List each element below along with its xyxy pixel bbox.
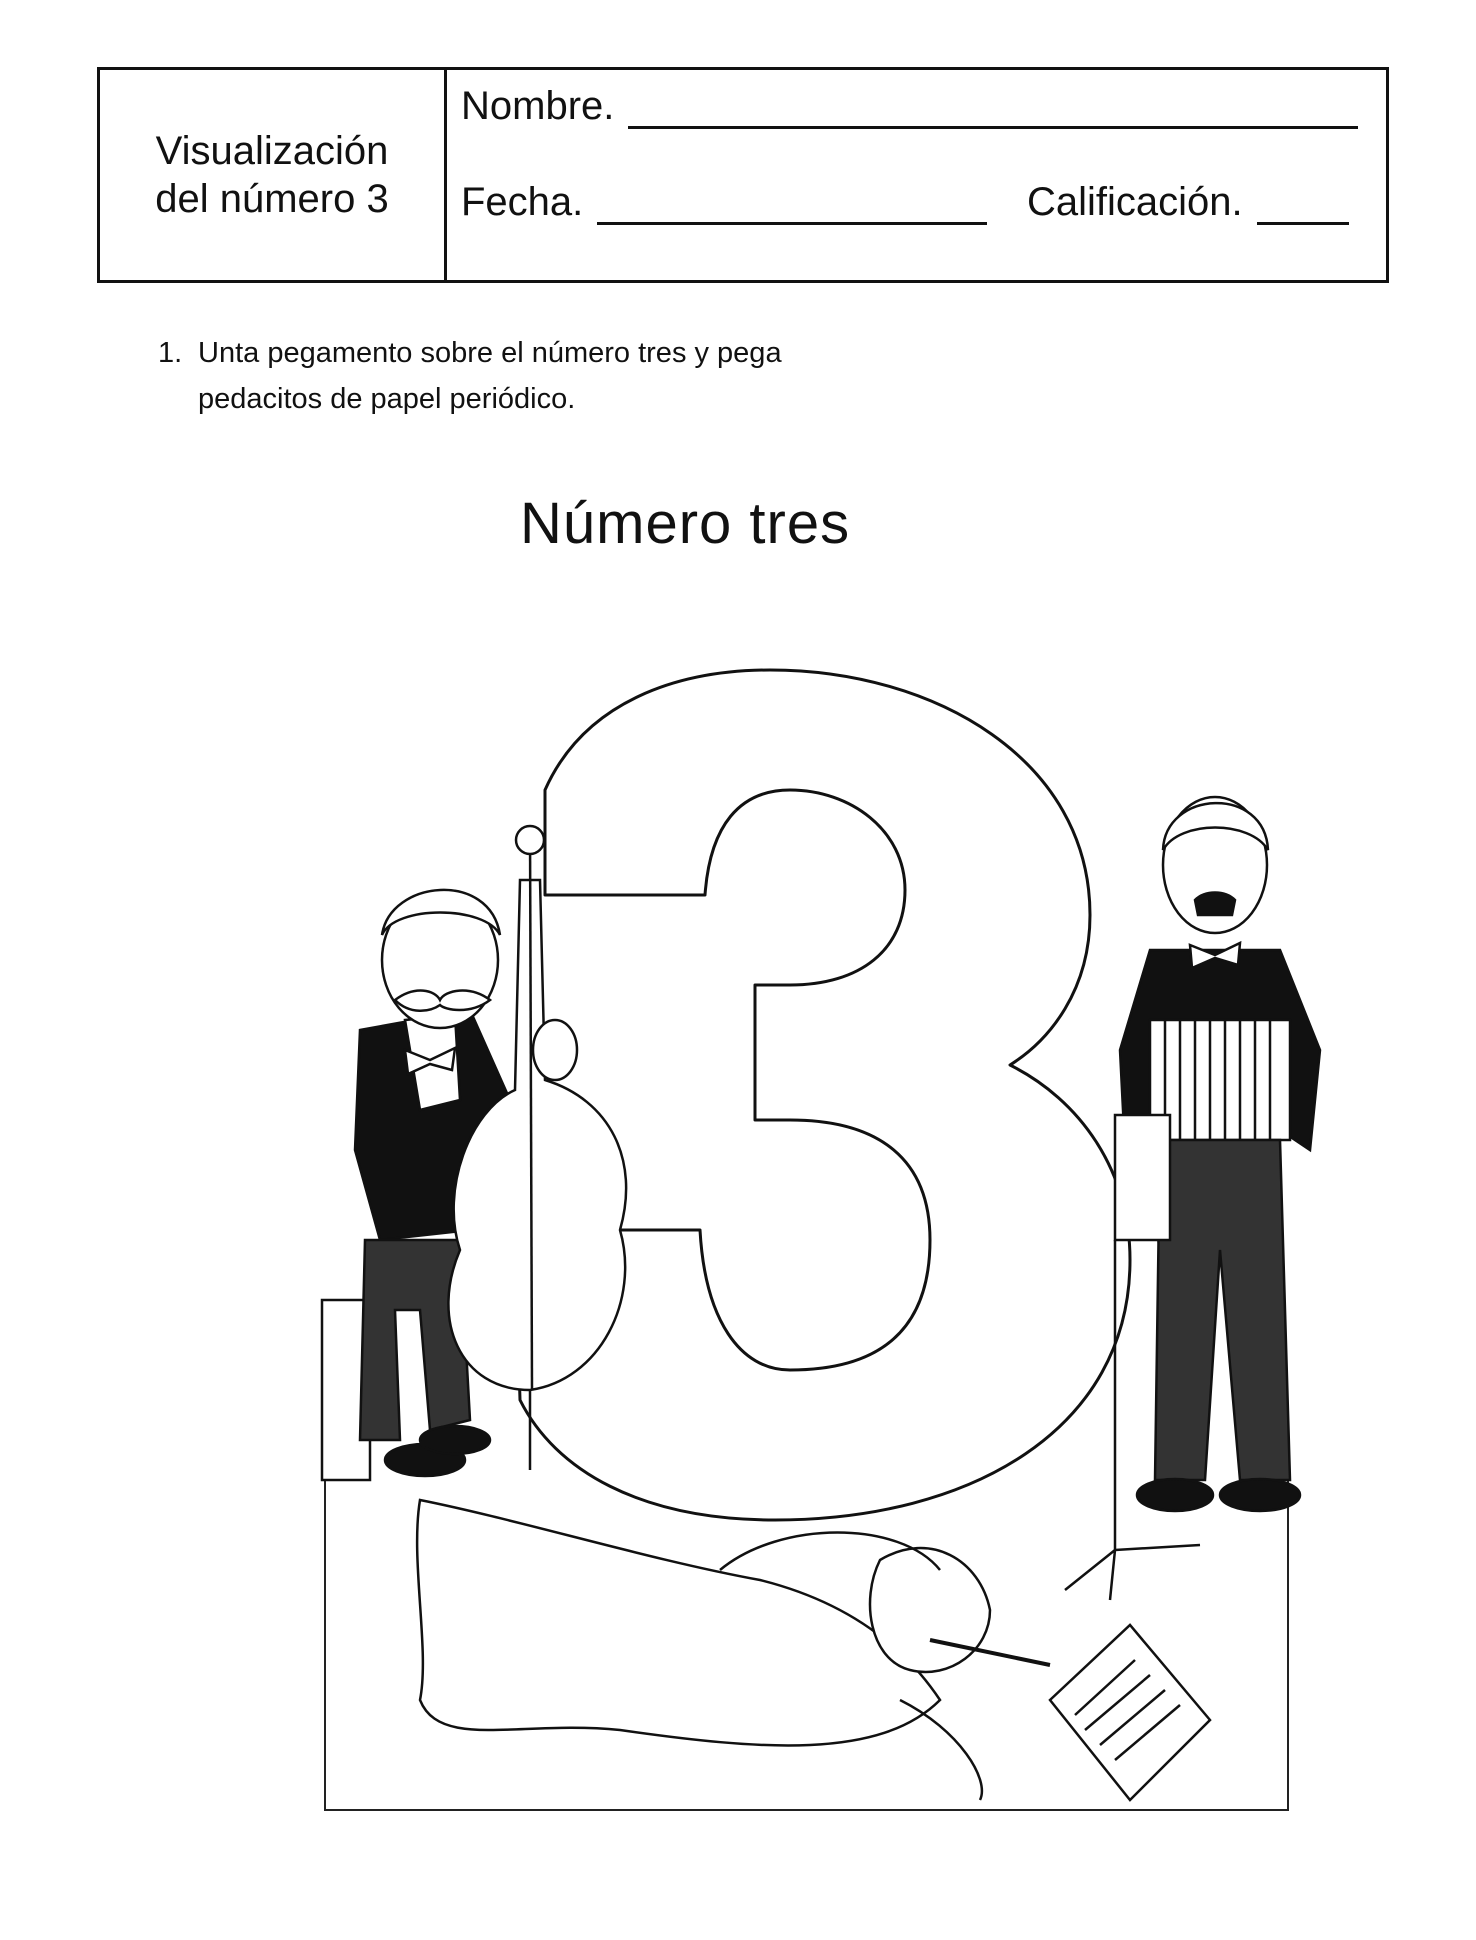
grade-blank-line[interactable]	[1257, 186, 1349, 225]
worksheet-header	[97, 67, 1389, 283]
worksheet-topic	[100, 70, 447, 280]
instruction-number: 1.	[158, 337, 183, 369]
numeral-three-outline	[515, 670, 1130, 1520]
grade-field[interactable]	[1027, 180, 1349, 225]
music-sheet-icon	[1050, 1625, 1210, 1800]
flute-girl-figure	[417, 1500, 1050, 1800]
number-three-illustration	[0, 600, 1476, 1900]
name-field[interactable]	[461, 84, 1358, 129]
student-info-fields	[447, 70, 1386, 280]
instruction-text: Unta pegamento sobre el número tres y pega pedacitos de papel periódico.	[198, 337, 782, 415]
date-label: Fecha.	[461, 180, 584, 224]
grade-label: Calificación.	[1027, 180, 1243, 224]
date-blank-line[interactable]	[597, 186, 987, 225]
topic-line-1: Visualización	[155, 129, 389, 173]
date-field[interactable]	[461, 180, 987, 225]
instruction-item	[158, 330, 838, 422]
name-label: Nombre.	[461, 84, 615, 128]
page-title: Número tres	[520, 491, 851, 556]
topic-line-2: del número 3	[155, 177, 389, 221]
name-blank-line[interactable]	[628, 90, 1358, 129]
